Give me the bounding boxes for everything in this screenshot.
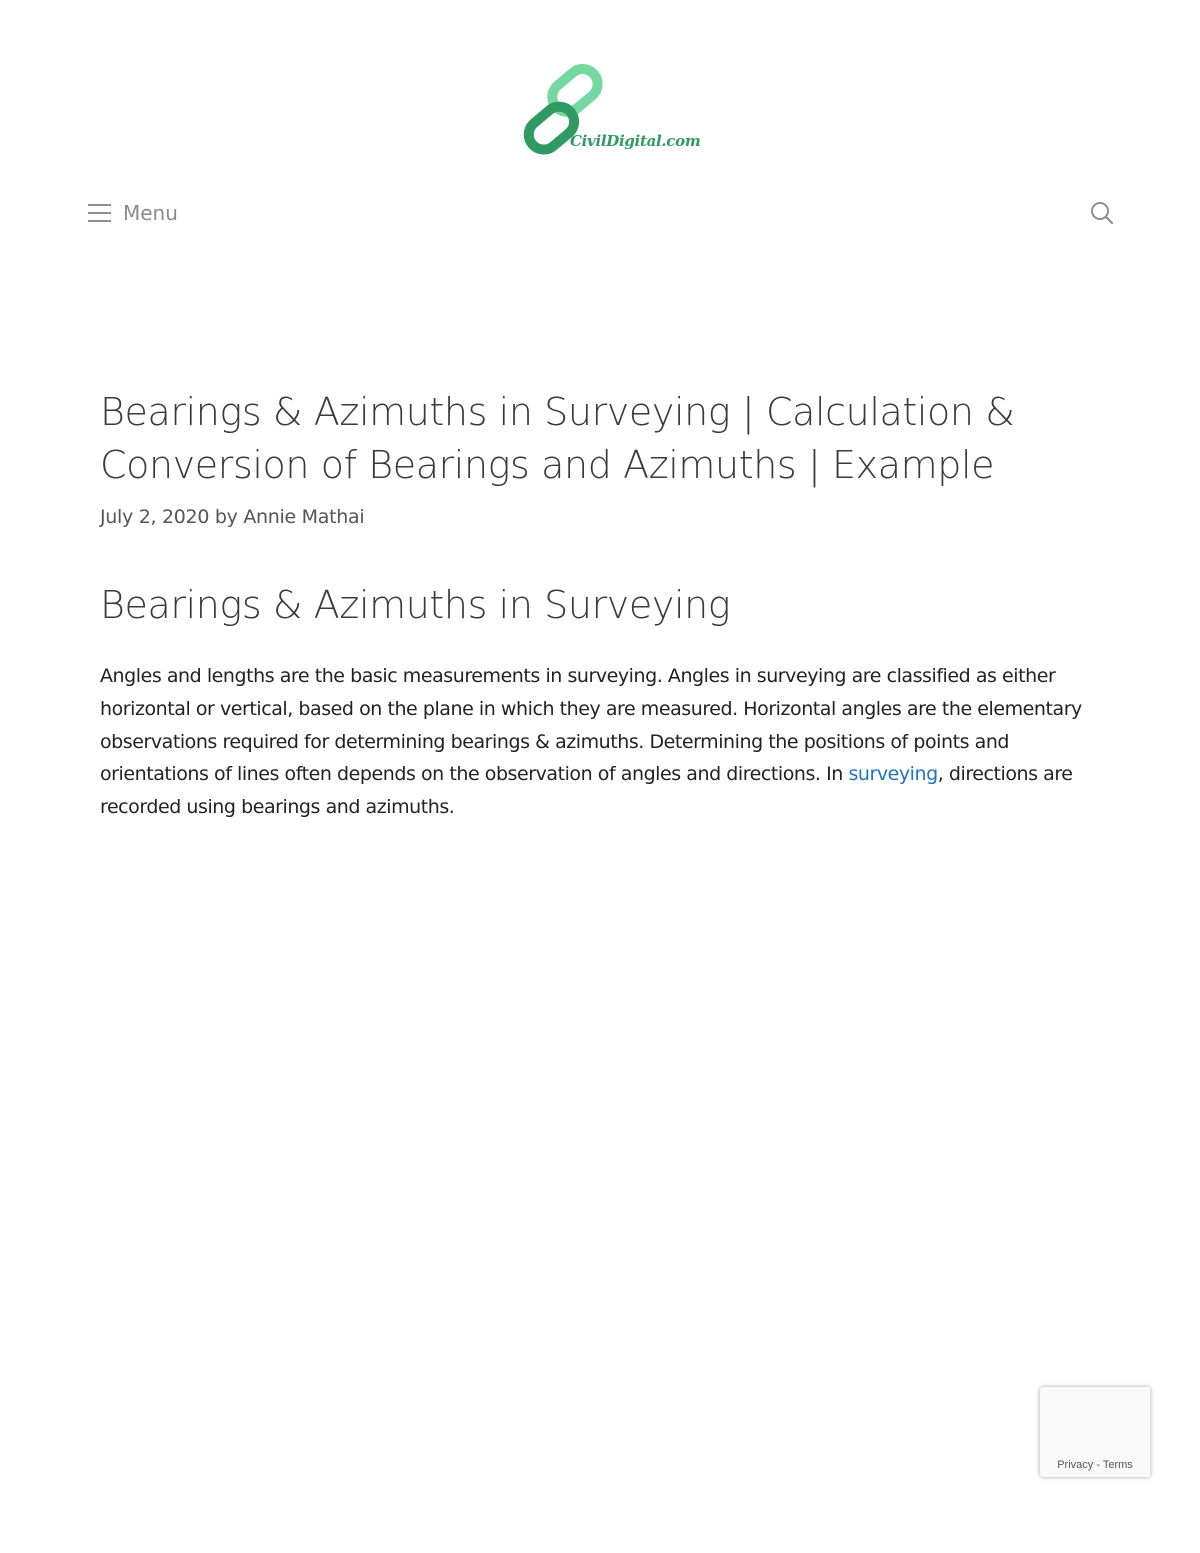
recaptcha-links xyxy=(1040,1459,1150,1471)
hamburger-icon xyxy=(88,204,111,222)
search-icon xyxy=(1088,198,1118,228)
post-author[interactable]: Annie Mathai xyxy=(243,506,365,528)
article xyxy=(100,386,1100,824)
logo-text: CivilDigital.com xyxy=(570,132,701,150)
main-navigation xyxy=(88,196,1118,230)
post-date[interactable]: July 2, 2020 xyxy=(100,506,210,528)
page-title: Bearings & Azimuths in Surveying | Calculation & Conversion of Bearings and Azimuths | Example xyxy=(100,390,1015,487)
recaptcha-privacy-link[interactable]: Privacy xyxy=(1057,1459,1094,1471)
recaptcha-separator: - xyxy=(1093,1459,1103,1471)
recaptcha-badge[interactable] xyxy=(1040,1387,1150,1477)
intro-text-end: , directions are recorded using bearings and azimuths. xyxy=(100,763,1073,819)
surveying-link[interactable]: surveying xyxy=(848,763,938,786)
entry-meta xyxy=(100,506,1100,528)
recaptcha-logo-icon xyxy=(1040,1387,1150,1447)
search-button[interactable] xyxy=(1088,198,1118,228)
intro-paragraph xyxy=(100,660,1100,824)
section-heading: Bearings & Azimuths in Surveying xyxy=(100,583,731,627)
site-logo[interactable] xyxy=(512,60,702,164)
menu-toggle-button[interactable] xyxy=(88,196,178,230)
intro-text: Angles and lengths are the basic measurements in surveying. Angles in surveying are classified as either horizontal or vertical, based on the plane in which they are measured. Horizontal angles are the elementary observations required for determining bearings & azimuths. Determining the positions of points and orientations of lines often depends on the observation of angles and directions. In xyxy=(100,665,1082,786)
byline-by: by xyxy=(214,506,238,528)
recaptcha-terms-link[interactable]: Terms xyxy=(1102,1459,1133,1471)
menu-label: Menu xyxy=(123,201,178,225)
